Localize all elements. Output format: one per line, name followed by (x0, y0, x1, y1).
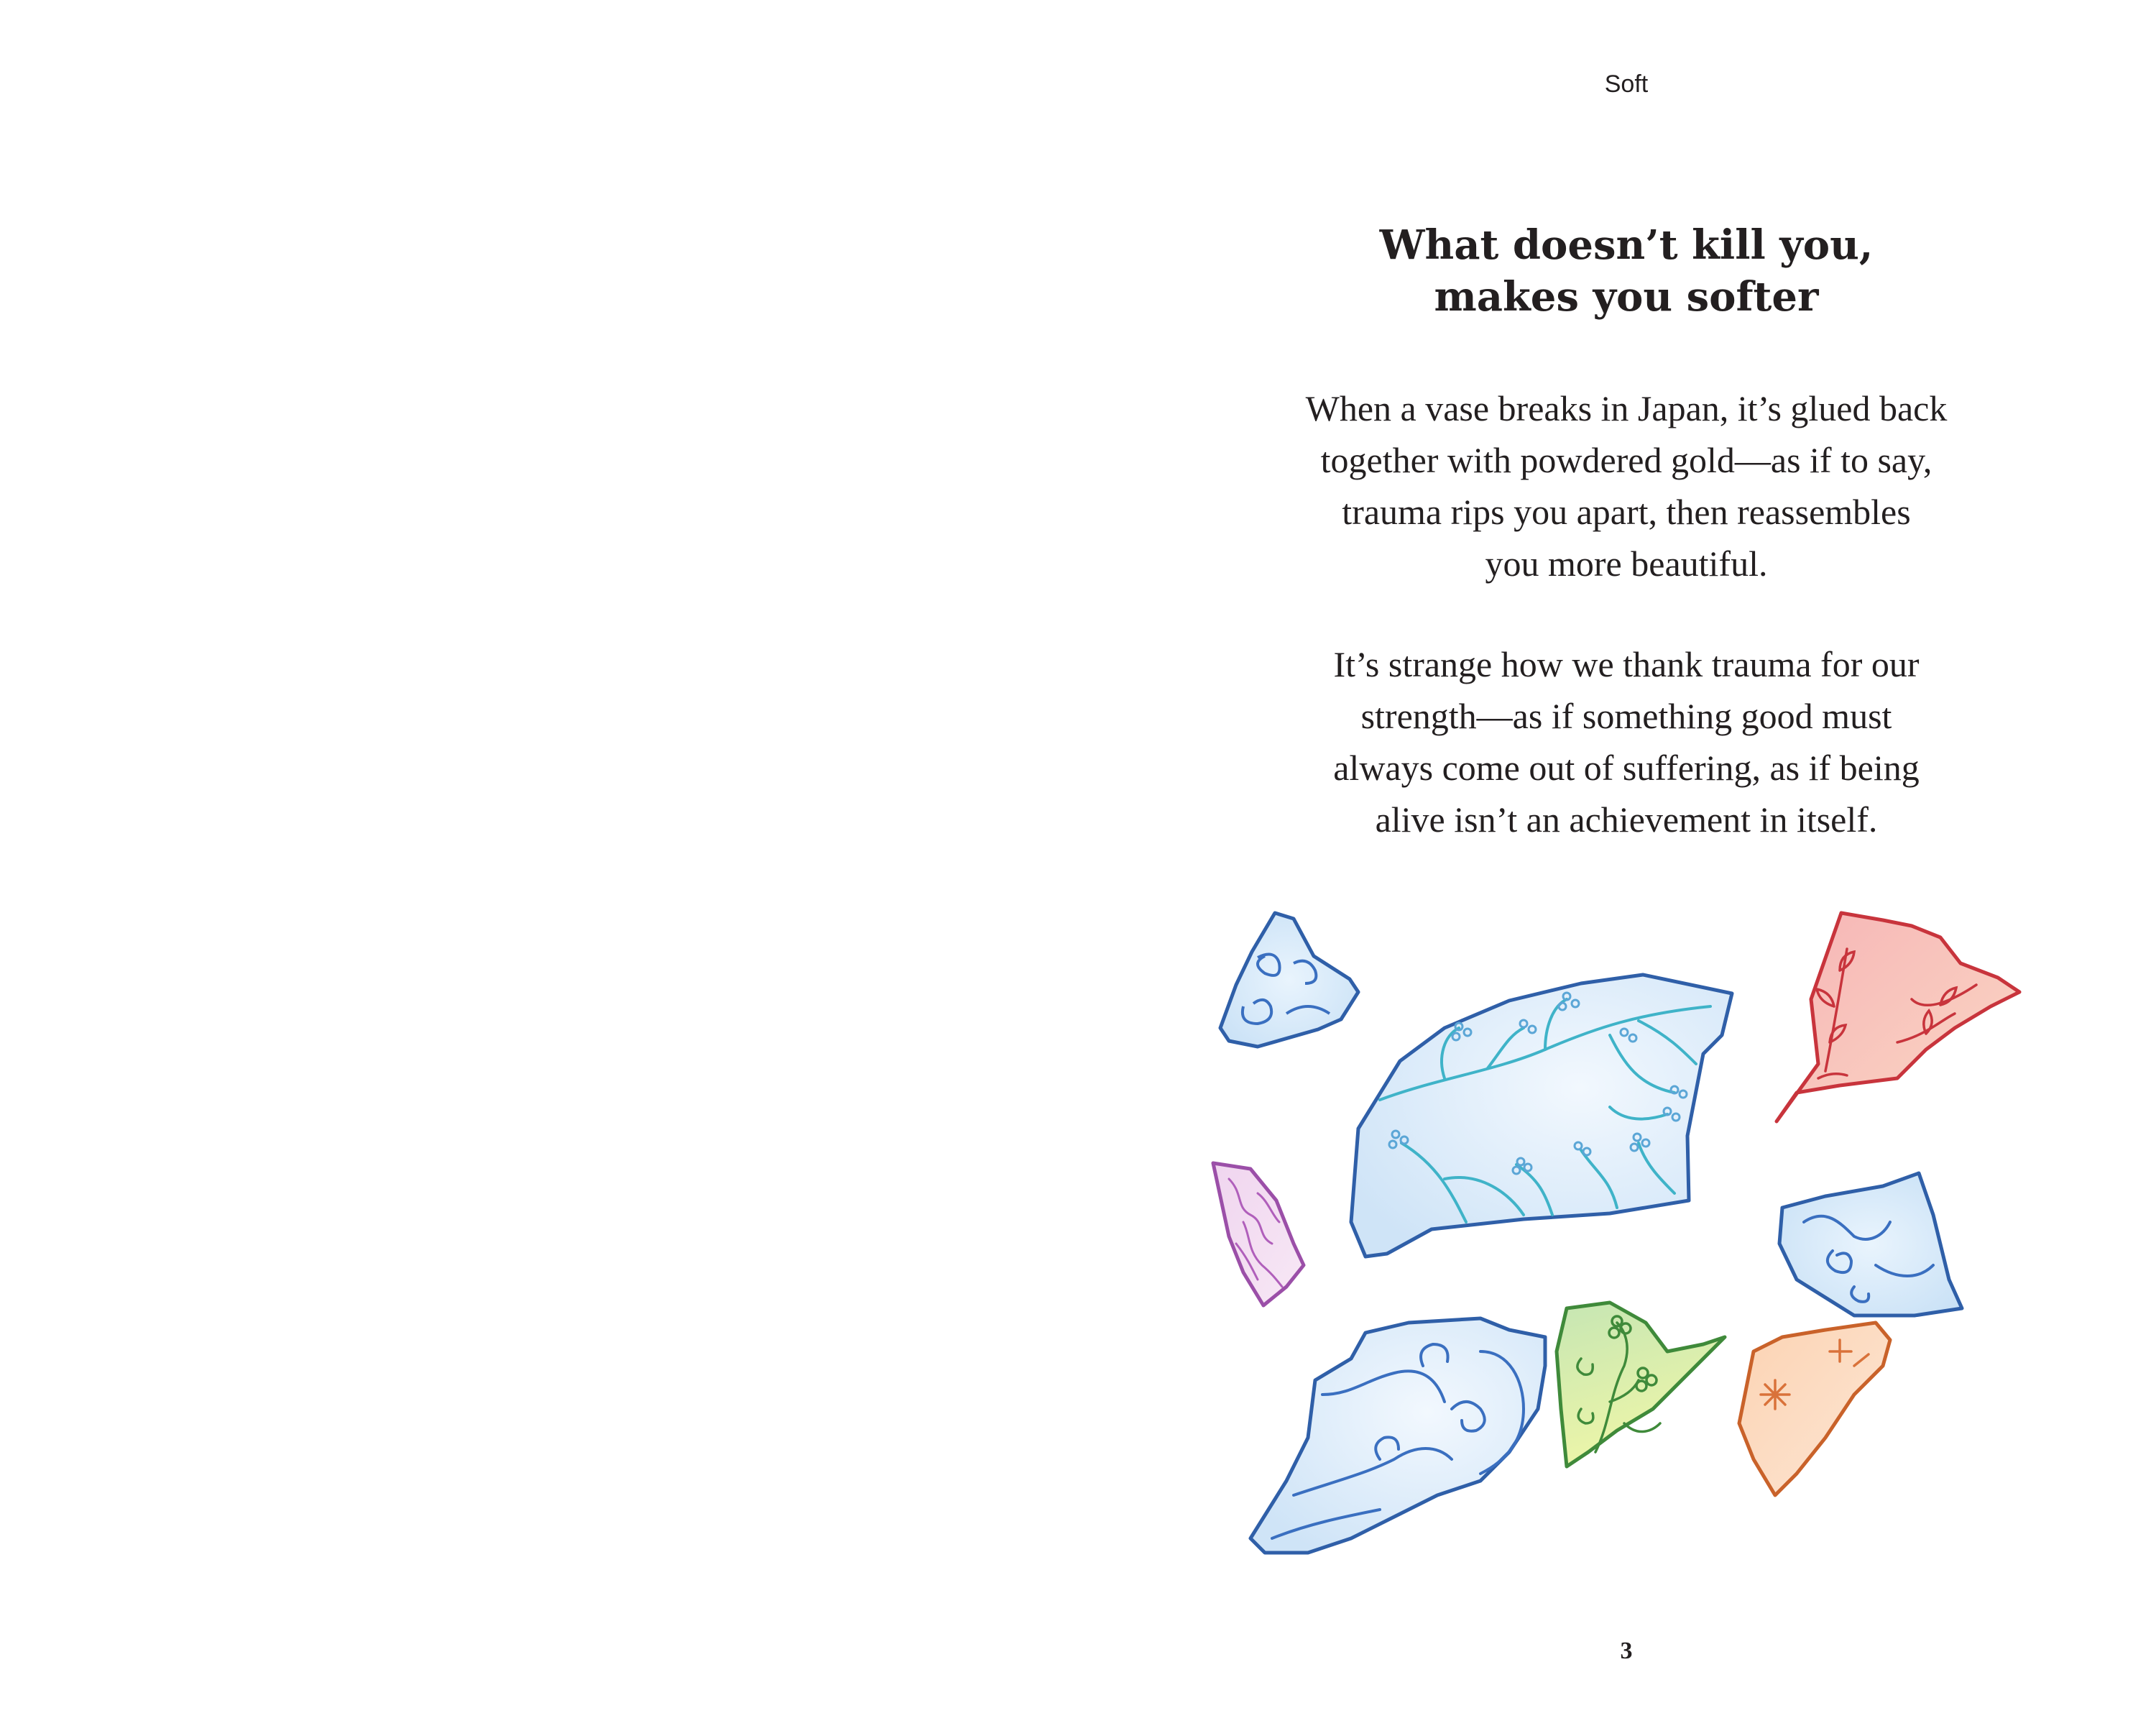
chapter-title (1087, 219, 2156, 323)
shard-orange (1739, 1323, 1890, 1495)
text-line: you more beautiful. (1485, 543, 1768, 584)
title-line: What doesn’t kill you, (1379, 221, 1874, 269)
text-line: always come out of suffering, as if being (1333, 748, 1920, 788)
text-line: strength—as if something good must (1360, 696, 1892, 736)
page-number: 3 (1620, 1638, 1633, 1664)
shard-purple (1213, 1163, 1304, 1305)
text-line: It’s strange how we thank trauma for our (1333, 644, 1920, 684)
text-line: alive isn’t an achievement in itself. (1375, 799, 1878, 840)
shard-blue-large (1351, 975, 1732, 1257)
body-paragraph (1087, 382, 2156, 589)
text-line: When a vase breaks in Japan, it’s glued back (1305, 388, 1948, 428)
shard-blue-right (1779, 1173, 1962, 1316)
text-line: together with powdered gold—as if to say, (1320, 440, 1932, 480)
text-line: trauma rips you apart, then reassembles (1342, 492, 1911, 532)
shard-red (1777, 913, 2019, 1121)
running-head: Soft (1604, 70, 1649, 98)
body-paragraph (1087, 638, 2156, 845)
pottery-shards-illustration (1207, 906, 2055, 1596)
title-line: makes you softer (1434, 273, 1819, 321)
shard-green (1557, 1303, 1725, 1466)
shard-blue-small (1220, 913, 1358, 1047)
shard-blue-bottom (1250, 1318, 1545, 1553)
